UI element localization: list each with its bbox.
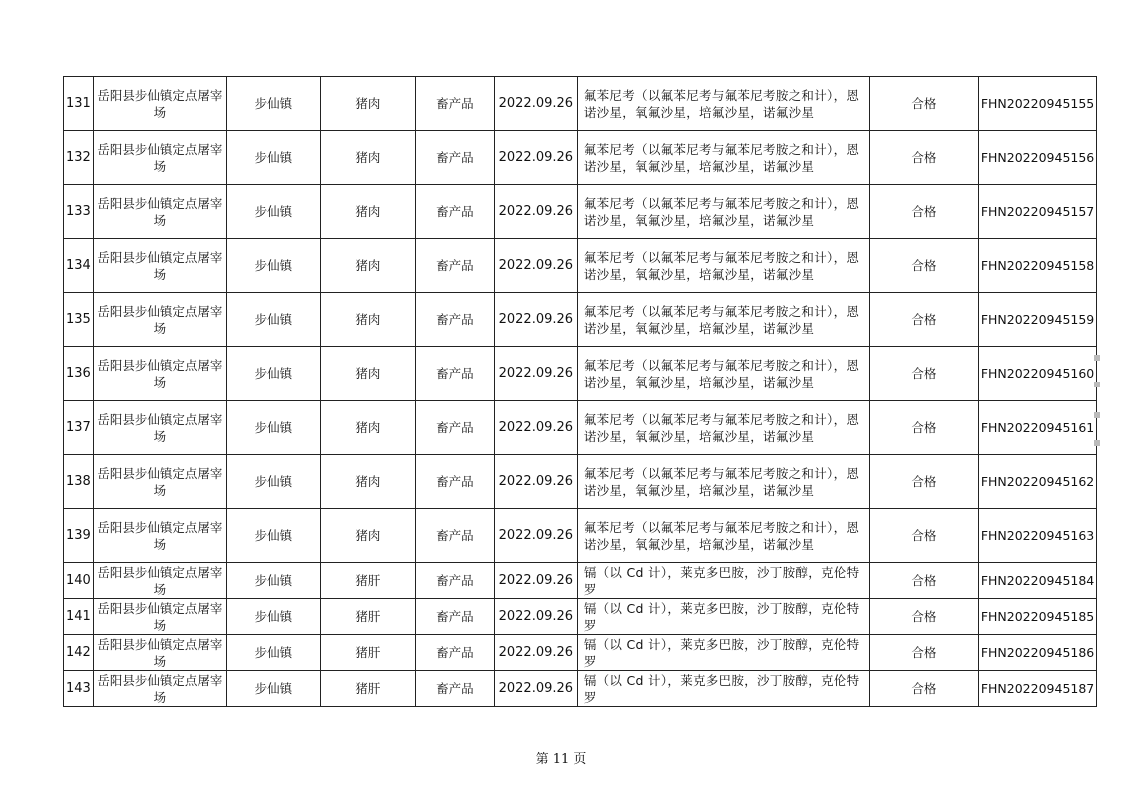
cell-test-items: 氟苯尼考（以氟苯尼考与氟苯尼考胺之和计），恩诺沙星，氧氟沙星，培氟沙星，诺氟沙星 [577, 455, 869, 509]
cell-result: 合格 [869, 131, 978, 185]
table-row [64, 77, 1097, 131]
cell-sample-code: FHN20220945161 [978, 401, 1096, 455]
cell-sampling-site: 岳阳县步仙镇定点屠宰场 [93, 347, 226, 401]
cell-sample-code: FHN20220945162 [978, 455, 1096, 509]
cell-result: 合格 [869, 185, 978, 239]
cell-category: 畜产品 [415, 401, 494, 455]
cell-sampling-date: 2022.09.26 [494, 239, 577, 293]
cell-sampling-site: 岳阳县步仙镇定点屠宰场 [93, 239, 226, 293]
cell-sample-code: FHN20220945186 [978, 635, 1096, 671]
cell-number: 135 [64, 293, 94, 347]
cell-sample-name: 猪肉 [320, 77, 415, 131]
cell-result: 合格 [869, 455, 978, 509]
cell-sample-name: 猪肝 [320, 563, 415, 599]
cell-town: 步仙镇 [226, 599, 320, 635]
cell-sampling-date: 2022.09.26 [494, 185, 577, 239]
cell-town: 步仙镇 [226, 293, 320, 347]
cell-test-items: 氟苯尼考（以氟苯尼考与氟苯尼考胺之和计），恩诺沙星，氧氟沙星，培氟沙星，诺氟沙星 [577, 131, 869, 185]
table-row [64, 509, 1097, 563]
cell-number: 134 [64, 239, 94, 293]
cell-town: 步仙镇 [226, 509, 320, 563]
cell-number: 140 [64, 563, 94, 599]
cell-sampling-date: 2022.09.26 [494, 455, 577, 509]
cell-test-items: 镉（以 Cd 计），莱克多巴胺，沙丁胺醇，克伦特罗 [577, 599, 869, 635]
cell-number: 141 [64, 599, 94, 635]
table-row [64, 347, 1097, 401]
cell-number: 138 [64, 455, 94, 509]
cell-town: 步仙镇 [226, 455, 320, 509]
cell-sample-name: 猪肉 [320, 239, 415, 293]
cell-sampling-site: 岳阳县步仙镇定点屠宰场 [93, 599, 226, 635]
cell-sampling-date: 2022.09.26 [494, 347, 577, 401]
cell-sampling-site: 岳阳县步仙镇定点屠宰场 [93, 77, 226, 131]
cell-test-items: 氟苯尼考（以氟苯尼考与氟苯尼考胺之和计），恩诺沙星，氧氟沙星，培氟沙星，诺氟沙星 [577, 293, 869, 347]
cell-sampling-site: 岳阳县步仙镇定点屠宰场 [93, 185, 226, 239]
cell-sampling-site: 岳阳县步仙镇定点屠宰场 [93, 563, 226, 599]
cell-sample-code: FHN20220945185 [978, 599, 1096, 635]
cell-sample-name: 猪肝 [320, 671, 415, 707]
cell-test-items: 氟苯尼考（以氟苯尼考与氟苯尼考胺之和计），恩诺沙星，氧氟沙星，培氟沙星，诺氟沙星 [577, 239, 869, 293]
cell-sampling-date: 2022.09.26 [494, 599, 577, 635]
cell-number: 137 [64, 401, 94, 455]
cell-sampling-site: 岳阳县步仙镇定点屠宰场 [93, 509, 226, 563]
results-table [63, 76, 1097, 707]
cell-test-items: 氟苯尼考（以氟苯尼考与氟苯尼考胺之和计），恩诺沙星，氧氟沙星，培氟沙星，诺氟沙星 [577, 77, 869, 131]
cell-result: 合格 [869, 635, 978, 671]
cell-category: 畜产品 [415, 455, 494, 509]
cell-category: 畜产品 [415, 239, 494, 293]
cell-sample-name: 猪肉 [320, 185, 415, 239]
table-row [64, 599, 1097, 635]
cell-number: 132 [64, 131, 94, 185]
cell-sampling-site: 岳阳县步仙镇定点屠宰场 [93, 293, 226, 347]
cell-town: 步仙镇 [226, 671, 320, 707]
cell-sampling-date: 2022.09.26 [494, 77, 577, 131]
cell-sample-name: 猪肉 [320, 401, 415, 455]
cell-sampling-site: 岳阳县步仙镇定点屠宰场 [93, 635, 226, 671]
cell-sampling-date: 2022.09.26 [494, 293, 577, 347]
cell-sample-name: 猪肉 [320, 455, 415, 509]
cell-category: 畜产品 [415, 599, 494, 635]
table-row [64, 635, 1097, 671]
cell-category: 畜产品 [415, 185, 494, 239]
cell-sample-code: FHN20220945156 [978, 131, 1096, 185]
cell-town: 步仙镇 [226, 401, 320, 455]
cell-sample-code: FHN20220945158 [978, 239, 1096, 293]
cell-number: 143 [64, 671, 94, 707]
cell-test-items: 镉（以 Cd 计），莱克多巴胺，沙丁胺醇，克伦特罗 [577, 671, 869, 707]
cell-sample-name: 猪肝 [320, 635, 415, 671]
cell-category: 畜产品 [415, 293, 494, 347]
cell-sample-code: FHN20220945157 [978, 185, 1096, 239]
cell-sampling-site: 岳阳县步仙镇定点屠宰场 [93, 401, 226, 455]
cell-sample-code: FHN20220945159 [978, 293, 1096, 347]
cell-test-items: 镉（以 Cd 计），莱克多巴胺，沙丁胺醇，克伦特罗 [577, 635, 869, 671]
table-row [64, 185, 1097, 239]
cell-category: 畜产品 [415, 563, 494, 599]
cell-result: 合格 [869, 671, 978, 707]
cell-category: 畜产品 [415, 671, 494, 707]
cell-number: 142 [64, 635, 94, 671]
cell-sampling-site: 岳阳县步仙镇定点屠宰场 [93, 131, 226, 185]
cell-number: 139 [64, 509, 94, 563]
cell-sample-name: 猪肝 [320, 599, 415, 635]
cell-category: 畜产品 [415, 77, 494, 131]
scan-margin-mark [1094, 440, 1100, 446]
cell-test-items: 镉（以 Cd 计），莱克多巴胺，沙丁胺醇，克伦特罗 [577, 563, 869, 599]
cell-number: 133 [64, 185, 94, 239]
cell-sample-code: FHN20220945155 [978, 77, 1096, 131]
cell-number: 131 [64, 77, 94, 131]
cell-town: 步仙镇 [226, 563, 320, 599]
table-row [64, 293, 1097, 347]
cell-town: 步仙镇 [226, 77, 320, 131]
scan-margin-mark [1094, 382, 1100, 387]
cell-result: 合格 [869, 599, 978, 635]
cell-sampling-date: 2022.09.26 [494, 131, 577, 185]
cell-sample-code: FHN20220945187 [978, 671, 1096, 707]
table-row [64, 455, 1097, 509]
cell-category: 畜产品 [415, 131, 494, 185]
cell-result: 合格 [869, 77, 978, 131]
cell-sampling-date: 2022.09.26 [494, 563, 577, 599]
cell-sampling-date: 2022.09.26 [494, 401, 577, 455]
cell-town: 步仙镇 [226, 239, 320, 293]
cell-result: 合格 [869, 563, 978, 599]
cell-sample-name: 猪肉 [320, 347, 415, 401]
cell-result: 合格 [869, 239, 978, 293]
table-row [64, 563, 1097, 599]
cell-sample-name: 猪肉 [320, 293, 415, 347]
cell-number: 136 [64, 347, 94, 401]
cell-category: 畜产品 [415, 347, 494, 401]
cell-test-items: 氟苯尼考（以氟苯尼考与氟苯尼考胺之和计），恩诺沙星，氧氟沙星，培氟沙星，诺氟沙星 [577, 185, 869, 239]
cell-category: 畜产品 [415, 635, 494, 671]
cell-town: 步仙镇 [226, 131, 320, 185]
cell-sample-code: FHN20220945160 [978, 347, 1096, 401]
cell-result: 合格 [869, 509, 978, 563]
cell-sample-code: FHN20220945163 [978, 509, 1096, 563]
cell-sampling-site: 岳阳县步仙镇定点屠宰场 [93, 671, 226, 707]
cell-town: 步仙镇 [226, 635, 320, 671]
table-row [64, 671, 1097, 707]
cell-sampling-date: 2022.09.26 [494, 671, 577, 707]
cell-town: 步仙镇 [226, 185, 320, 239]
cell-sample-name: 猪肉 [320, 131, 415, 185]
cell-result: 合格 [869, 347, 978, 401]
cell-sample-name: 猪肉 [320, 509, 415, 563]
cell-result: 合格 [869, 401, 978, 455]
cell-category: 畜产品 [415, 509, 494, 563]
cell-result: 合格 [869, 293, 978, 347]
cell-test-items: 氟苯尼考（以氟苯尼考与氟苯尼考胺之和计），恩诺沙星，氧氟沙星，培氟沙星，诺氟沙星 [577, 401, 869, 455]
scan-margin-mark [1094, 355, 1100, 361]
page-number: 第 11 页 [535, 752, 587, 767]
table-row [64, 401, 1097, 455]
cell-test-items: 氟苯尼考（以氟苯尼考与氟苯尼考胺之和计），恩诺沙星，氧氟沙星，培氟沙星，诺氟沙星 [577, 509, 869, 563]
cell-sampling-date: 2022.09.26 [494, 509, 577, 563]
cell-town: 步仙镇 [226, 347, 320, 401]
table-row [64, 239, 1097, 293]
cell-test-items: 氟苯尼考（以氟苯尼考与氟苯尼考胺之和计），恩诺沙星，氧氟沙星，培氟沙星，诺氟沙星 [577, 347, 869, 401]
scan-margin-mark [1094, 412, 1100, 418]
cell-sampling-date: 2022.09.26 [494, 635, 577, 671]
cell-sampling-site: 岳阳县步仙镇定点屠宰场 [93, 455, 226, 509]
table-row [64, 131, 1097, 185]
cell-sample-code: FHN20220945184 [978, 563, 1096, 599]
